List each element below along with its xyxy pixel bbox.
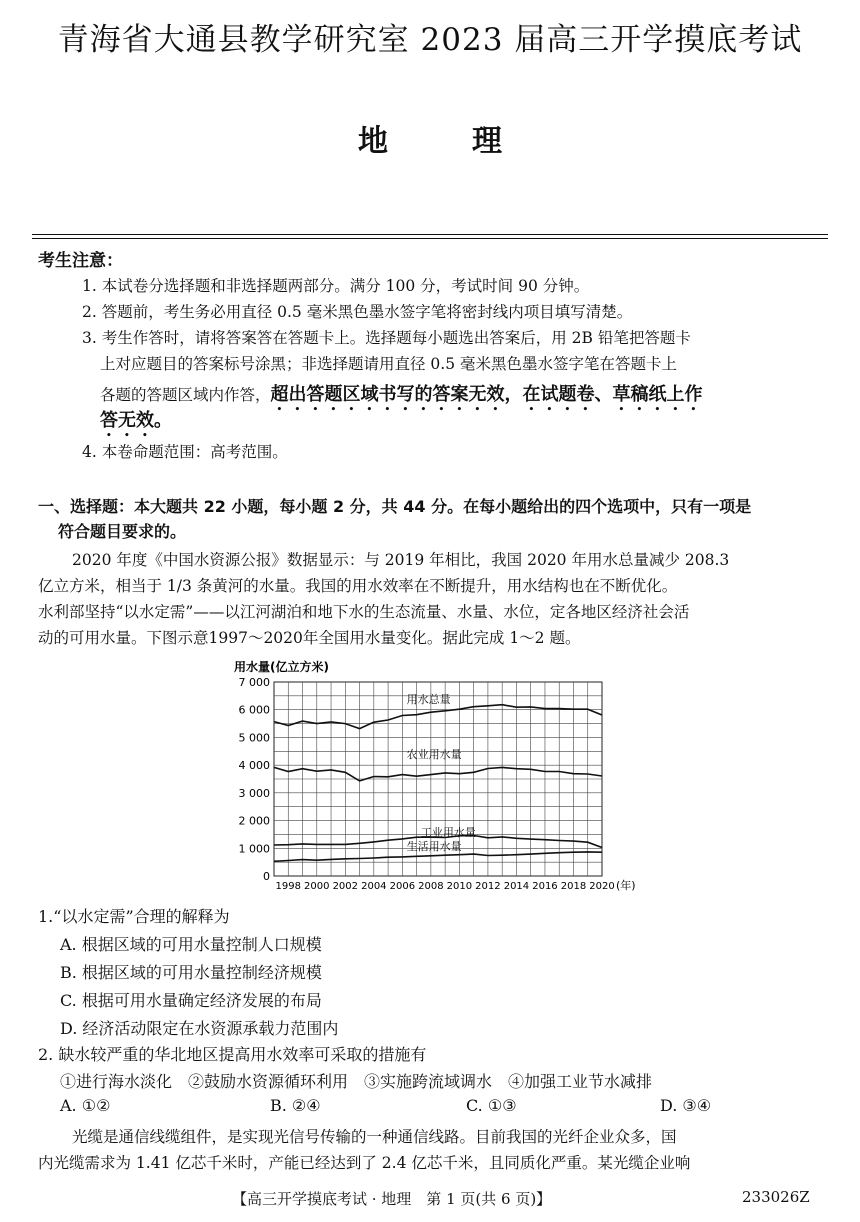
chart-xtick-label: 2010 xyxy=(446,881,473,892)
chart-xtick-label: 2016 xyxy=(532,881,558,892)
chart-ytick-label: 6 000 xyxy=(238,703,270,717)
divider-top xyxy=(32,234,828,235)
footer-page-info: 【高三开学摸底考试 · 地理 第 1 页(共 6 页)】 xyxy=(232,1190,552,1208)
notice-item-4: 4. 本卷命题范围：高考范围。 xyxy=(82,443,288,461)
chart-series-line xyxy=(274,705,602,729)
passage2-line-2: 内光缆需求为 1.41 亿芯千米时，产能已经达到了 2.4 亿芯千米，且同质化严重。某光缆企业响 xyxy=(38,1154,691,1172)
q2-option-c: C. ①③ xyxy=(466,1096,517,1115)
notice-item-3-cont-2 xyxy=(100,380,703,415)
section-heading-cont: 符合题目要求的。 xyxy=(58,522,187,541)
q1-stem: 1.“以水定需”合理的解释为 xyxy=(38,907,230,926)
passage1-line-3: 水利部坚持“以水定需”——以江河湖泊和地下水的生态流量、水量、水位，定各地区经济社会活 xyxy=(38,603,690,621)
chart-ytick-label: 0 xyxy=(263,870,270,883)
notice-item-2: 2. 答题前，考生务必用直径 0.5 毫米黑色墨水签字笔将密封线内项目填写清楚。 xyxy=(82,303,633,321)
q1-option-d: D. 经济活动限定在水资源承载力范围内 xyxy=(60,1019,339,1038)
notice-heading: 考生注意： xyxy=(38,251,123,271)
q1-option-b: B. 根据区域的可用水量控制经济规模 xyxy=(60,963,322,982)
chart-ytick-label: 2 000 xyxy=(238,814,270,828)
divider-top-2 xyxy=(32,238,828,239)
notice-item-3-cont: 上对应题目的答案标号涂黑；非选择题请用直径 0.5 毫米黑色墨水签字笔在答题卡上 xyxy=(100,355,678,373)
q2-option-d: D. ③④ xyxy=(660,1096,712,1115)
chart-xtick-label: 2006 xyxy=(389,881,416,892)
chart-ytick-label: 5 000 xyxy=(238,731,270,745)
chart-yticks xyxy=(239,676,271,883)
chart-xtick-label: 2008 xyxy=(418,881,444,892)
chart-series-label: 工业用水量 xyxy=(420,825,476,839)
chart-ytick-label: 1 000 xyxy=(238,842,270,856)
q2-option-b: B. ②④ xyxy=(270,1096,321,1115)
subject-title xyxy=(0,116,860,160)
q2-option-a: A. ①② xyxy=(60,1096,111,1115)
chart-xtick-label: 1998 xyxy=(275,881,301,892)
footer-code: 233026Z xyxy=(742,1188,810,1206)
passage1-line-2: 亿立方米，相当于 1/3 条黄河的水量。我国的用水效率在不断提升，用水结构也在不断优化。 xyxy=(38,577,678,595)
passage1-line-1: 2020 年度《中国水资源公报》数据显示：与 2019 年相比，我国 2020 年用水总量减少 208.3 xyxy=(72,551,730,569)
exam-title: 青海省大通县教学研究室 2023 届高三开学摸底考试 xyxy=(57,22,803,58)
q2-stem: 2. 缺水较严重的华北地区提高用水效率可采取的措施有 xyxy=(38,1045,427,1064)
chart-series-label: 生活用水量 xyxy=(406,840,462,854)
chart-ylabel: 用水量(亿立方米) xyxy=(234,660,329,674)
passage2-line-1: 光缆是通信线缆组件，是实现光信号传输的一种通信线路。目前我国的光纤企业众多，国 xyxy=(72,1128,677,1146)
chart-ytick-label: 7 000 xyxy=(238,676,270,689)
chart-xlabel: (年) xyxy=(616,879,636,892)
chart-series-label: 用水总量 xyxy=(406,692,451,706)
chart-xtick-label: 2014 xyxy=(503,881,530,892)
chart-xticks xyxy=(276,881,615,892)
chart-xtick-label: 2012 xyxy=(475,881,501,892)
notice-item-1: 1. 本试卷分选择题和非选择题两部分。满分 100 分，考试时间 90 分钟。 xyxy=(82,277,590,295)
chart-ytick-label: 4 000 xyxy=(238,759,270,773)
q1-option-a: A. 根据区域的可用水量控制人口规模 xyxy=(60,935,322,954)
chart-series-line xyxy=(274,852,602,861)
notice-emphasis-2: 答无效。 xyxy=(100,410,172,431)
passage1-line-4: 动的可用水量。下图示意1997～2020年全国用水量变化。据此完成 1～2 题。 xyxy=(38,629,581,647)
chart-series-label: 农业用水量 xyxy=(406,748,462,762)
water-use-chart xyxy=(230,655,640,895)
chart-xtick-label: 2002 xyxy=(332,881,359,892)
q1-option-c: C. 根据可用水量确定经济发展的布局 xyxy=(60,991,322,1010)
notice-item-3: 3. 考生作答时，请将答案答在答题卡上。选择题每小题选出答案后，用 2B 铅笔把答题卡 xyxy=(82,329,691,347)
q2-measures: ①进行海水淡化 ②鼓励水资源循环利用 ③实施跨流域调水 ④加强工业节水减排 xyxy=(60,1072,653,1091)
subject-char-2: 理 xyxy=(472,124,502,159)
notice-emphasis-1: 超出答题区域书写的答案无效，在试题卷、草稿纸上作 xyxy=(270,384,703,405)
chart-xtick-label: 2000 xyxy=(304,881,330,892)
subject-char-1: 地 xyxy=(358,124,388,159)
chart-xtick-label: 2004 xyxy=(361,881,387,892)
notice-item-3-text: 各题的答题区域内作答， xyxy=(100,386,271,404)
chart-xtick-label: 2018 xyxy=(560,881,587,892)
chart-xtick-label: 2020 xyxy=(589,881,615,892)
chart-ytick-label: 3 000 xyxy=(238,786,270,800)
section-heading: 一、选择题：本大题共 22 小题，每小题 2 分，共 44 分。在每小题给出的四个选项中，只有一项是 xyxy=(38,497,752,516)
